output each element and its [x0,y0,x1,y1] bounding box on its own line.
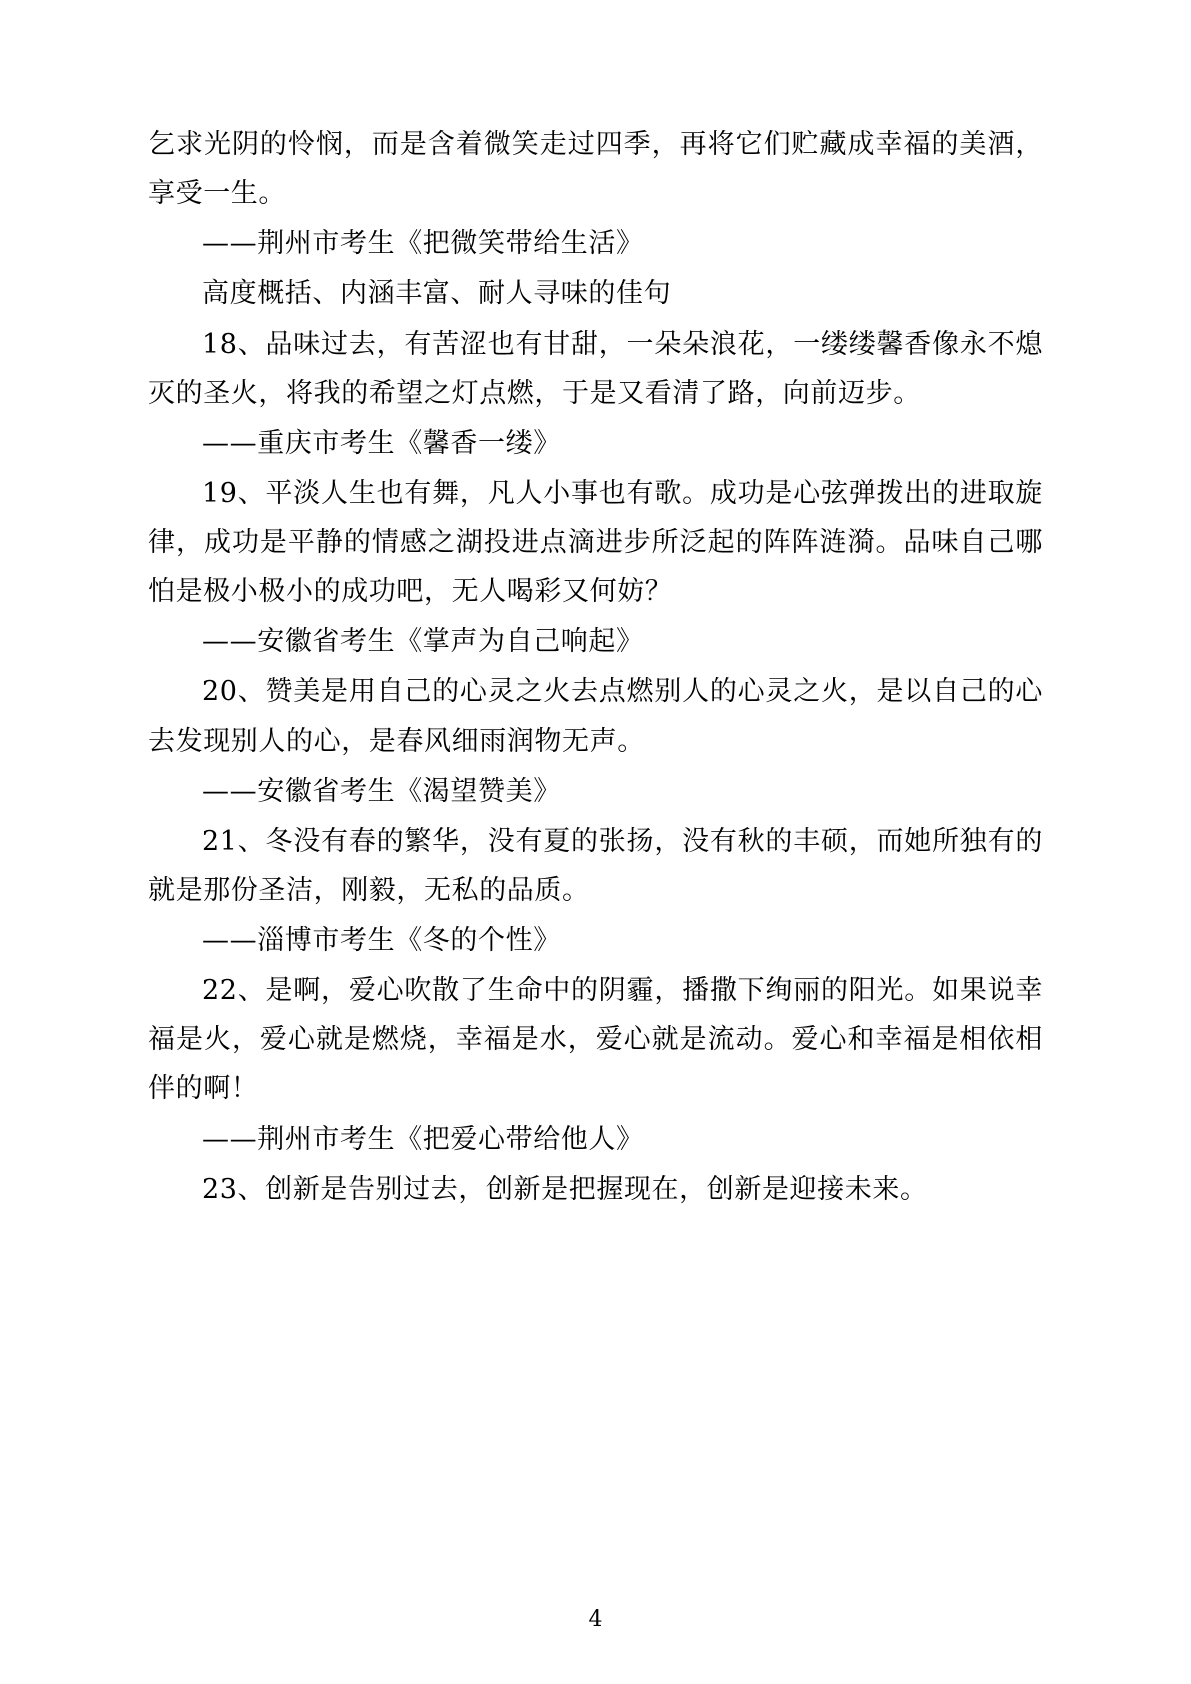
paragraph-attribution: ——淄博市考生《冬的个性》 [202,925,561,956]
paragraph-item-20: 20、赞美是用自己的心灵之火去点燃别人的心灵之火，是以自己的心去发现别人的心，是春风细雨润物无声。 [148,676,1043,757]
page-number: 4 [588,1607,603,1632]
paragraph-item-22: 22、是啊，爱心吹散了生命中的阴霾，播撒下绚丽的阳光。如果说幸福是火，爱心就是燃烧，幸福是水，爱心就是流动。爱心和幸福是相依相伴的啊！ [148,975,1043,1105]
paragraph-attribution: ——荆州市考生《把微笑带给生活》 [202,228,644,260]
section-heading: 高度概括、内涵丰富、耐人寻味的佳句 [202,278,672,310]
paragraph-attribution: ——重庆市考生《馨香一缕》 [202,427,561,459]
paragraph-item-19: 19、平淡人生也有舞，凡人小事也有歌。成功是心弦弹拨出的进取旋律，成功是平静的情感之湖投进点滴进步所泛起的阵阵涟漪。品味自己哪怕是极小极小的成功吧，无人喝彩又何妨？ [148,477,1043,608]
paragraph-attribution: ——安徽省考生《渴望赞美》 [202,775,561,807]
document-body [148,120,1043,1214]
paragraph-item-18: 18、品味过去，有苦涩也有甘甜，一朵朵浪花，一缕缕馨香像永不熄灭的圣火，将我的希望之灯点燃，于是又看清了路，向前迈步。 [148,328,1043,409]
paragraph-item-21: 21、冬没有春的繁华，没有夏的张扬，没有秋的丰硕，而她所独有的就是那份圣洁，刚毅，无私的品质。 [148,825,1043,906]
paragraph-attribution: ——安徽省考生《掌声为自己响起》 [202,626,644,658]
paragraph-attribution: ——荆州市考生《把爱心带给他人》 [202,1123,644,1155]
paragraph-continuation: 乞求光阴的怜悯，而是含着微笑走过四季，再将它们贮藏成幸福的美酒，享受一生。 [148,129,1043,210]
paragraph-item-23: 23、创新是告别过去，创新是把握现在，创新是迎接未来。 [202,1173,928,1205]
